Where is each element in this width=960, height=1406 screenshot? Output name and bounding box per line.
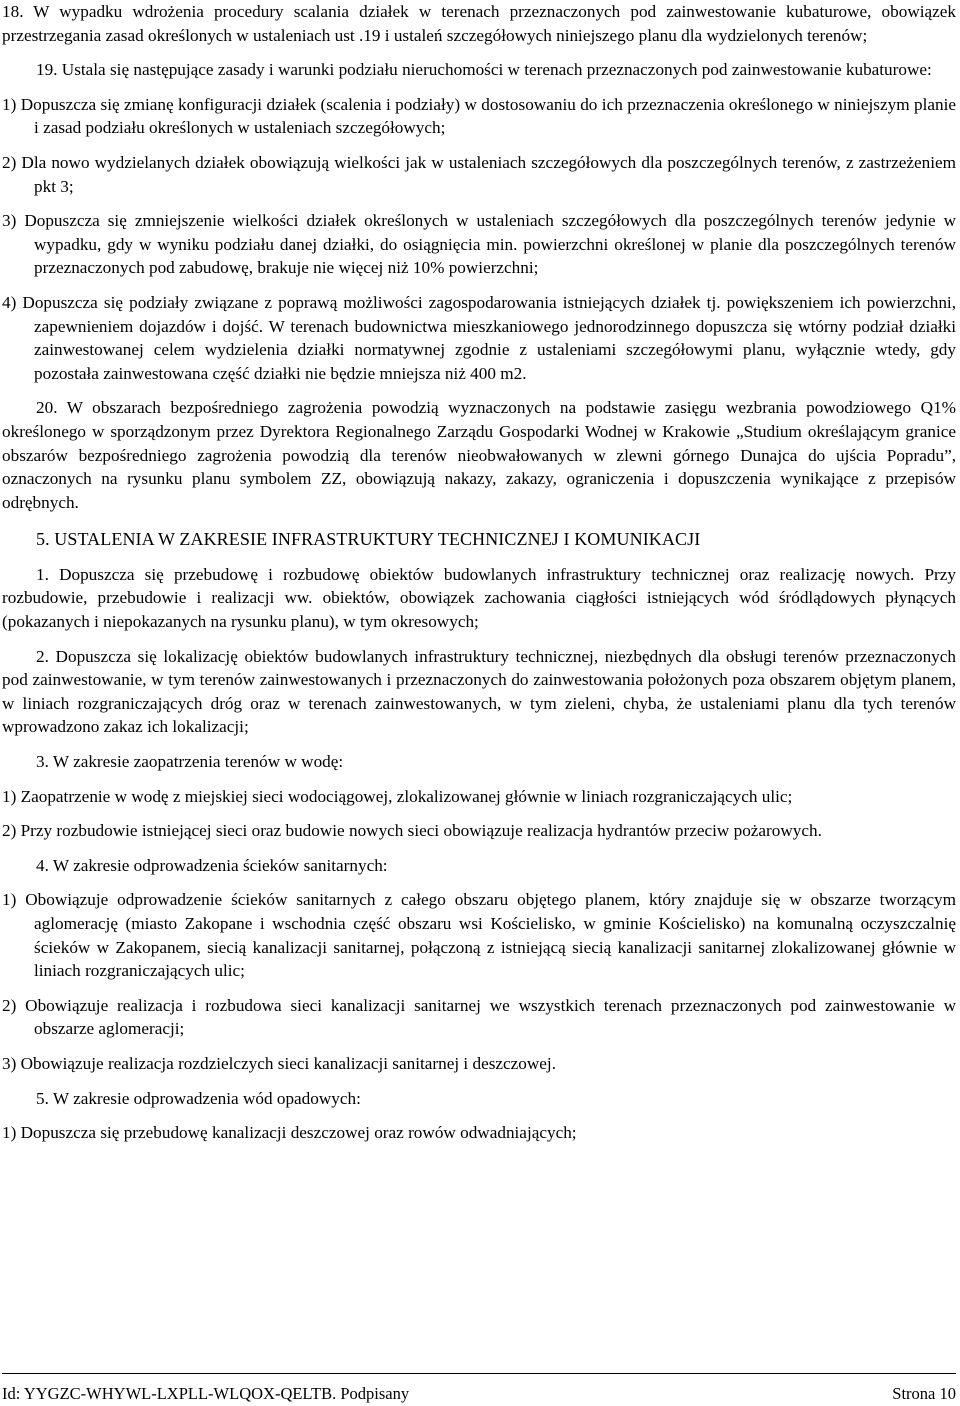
list-item-19-1: 1) Dopuszcza się zmianę konfiguracji działek (scalenia i podziały) w dostosowaniu do ich przeznaczenia określonego w niniejszym planie i zasad podziału określonych w ustaleniach szczegółowych; (2, 94, 956, 138)
paragraph-18: 18. W wypadku wdrożenia procedury scalania działek w terenach przeznaczonych pod zainwestowanie kubaturowe, obowiązek przestrzegania zasad określonych w ustaleniach ust .19 i ustaleń szczegółowych niniejszego planu dla wydzielonych terenów; (2, 2, 956, 45)
infrastructure-point-3: 3. W zakresie zaopatrzenia terenów w wodę: (36, 752, 344, 772)
paragraph-19: 19. Ustala się następujące zasady i warunki podziału nieruchomości w terenach przeznaczonych pod zainwestowanie kubaturowe: (36, 60, 932, 80)
infrastructure-point-5: 5. W zakresie odprowadzenia wód opadowych: (36, 1088, 361, 1108)
document-id: Id: YYGZC-WHYWL-LXPLL-WLQOX-QELTB. Podpisany (2, 1384, 410, 1403)
infrastructure-point-4: 4. W zakresie odprowadzenia ścieków sanitarnych: (36, 855, 388, 875)
infrastructure-point-2: 2. Dopuszcza się lokalizację obiektów budowlanych infrastruktury technicznej, niezbędnych dla obsługi terenów przeznaczonych pod zainwestowanie, w tym terenów zainwestowanych i przeznaczonych do zainwestowania położonych poza obszarem objętym planem, w liniach rozgraniczających dróg oraz w terenach zainwestowanych, w tym zieleni, chyba, że ustaleniami planu dla tych terenów wprowadzono zakaz ich lokalizacji; (2, 646, 956, 737)
water-supply-item-2: 2) Przy rozbudowie istniejącej sieci oraz budowie nowych sieci obowiązuje realizacja hydrantów przeciw pożarowych. (2, 821, 822, 841)
sewage-item-1: 1) Obowiązuje odprowadzenie ścieków sanitarnych z całego obszaru objętego planem, który znajduje się w obszarze tworzącym aglomerację (miasto Zakopane i wschodnia część obszaru wsi Kościelisko, w gminie Kościelisko) na komunalną oczyszczalnię ścieków w Zakopanem, siecią kanalizacji sanitarnej, połączoną z istniejącą siecią kanalizacji sanitarnej zlokalizowanej głównie w liniach rozgraniczających ulic; (2, 890, 956, 981)
list-item-19-3: 3) Dopuszcza się zmniejszenie wielkości działek określonych w ustaleniach szczegółowych dla poszczególnych terenów jedynie w wypadku, gdy w wyniku podziału danej działki, do osiągnięcia min. powierzchni określonej w planie dla poszczególnych terenów przeznaczonych pod zabudowę, brakuje nie więcej niż 10% powierzchni; (2, 211, 956, 278)
document-page (2, 0, 956, 1145)
water-supply-item-1: 1) Zaopatrzenie w wodę z miejskiej sieci wodociągowej, zlokalizowanej głównie w liniach rozgraniczających ulic; (2, 786, 793, 806)
infrastructure-point-1: 1. Dopuszcza się przebudowę i rozbudowę obiektów budowlanych infrastruktury technicznej oraz realizację nowych. Przy rozbudowie, przebudowie i realizacji ww. obiektów, obowiązek zachowania ciągłości istniejących wód śródlądowych płynących (pokazanych i niepokazanych na rysunku planu), w tym okresowych; (2, 564, 956, 632)
list-item-19-4: 4) Dopuszcza się podziały związane z poprawą możliwości zagospodarowania istniejących działek tj. powiększeniem ich powierzchni, zapewnieniem dojazdów i dojść. W terenach budownictwa mieszkaniowego jednorodzinnego dopuszcza się wtórny podział działki zainwestowanej celem wydzielenia działki normatywnej zgodnie z ustaleniami szczegółowymi planu, wyłącznie wtedy, gdy pozostała zainwestowana część działki nie będzie mniejsza niż 400 m2. (2, 292, 956, 383)
page-number: Strona 10 (892, 1384, 956, 1403)
paragraph-20: 20. W obszarach bezpośredniego zagrożenia powodzią wyznaczonych na podstawie zasięgu wezbrania powodziowego Q1% określonego w sporządzonym przez Dyrektora Regionalnego Zarządu Gospodarki Wodnej w Krakowie „Studium określającym granice obszarów bezpośredniego zagrożenia powodzią dla terenów nieobwałowanych w zlewni górnego Dunajca do ujścia Popradu”, oznaczonych na rysunku planu symbolem ZZ, obowiązują nakazy, zakazy, ograniczenia i dopuszczenia wynikające z przepisów odrębnych. (2, 398, 956, 512)
sewage-item-3: 3) Obowiązuje realizacja rozdzielczych sieci kanalizacji sanitarnej i deszczowej. (2, 1053, 556, 1073)
sewage-item-2: 2) Obowiązuje realizacja i rozbudowa sieci kanalizacji sanitarnej we wszystkich terenach przeznaczonych pod zainwestowanie w obszarze aglomeracji; (2, 995, 956, 1039)
section-heading: 5. USTALENIA W ZAKRESIE INFRASTRUKTURY TECHNICZNEJ I KOMUNIKACJI (36, 529, 701, 550)
stormwater-item-1: 1) Dopuszcza się przebudowę kanalizacji deszczowej oraz rowów odwadniających; (2, 1123, 577, 1143)
list-item-19-2: 2) Dla nowo wydzielanych działek obowiązują wielkości jak w ustaleniach szczegółowych dla poszczególnych terenów, z zastrzeżeniem pkt 3; (2, 152, 956, 196)
page-footer (2, 1373, 956, 1404)
